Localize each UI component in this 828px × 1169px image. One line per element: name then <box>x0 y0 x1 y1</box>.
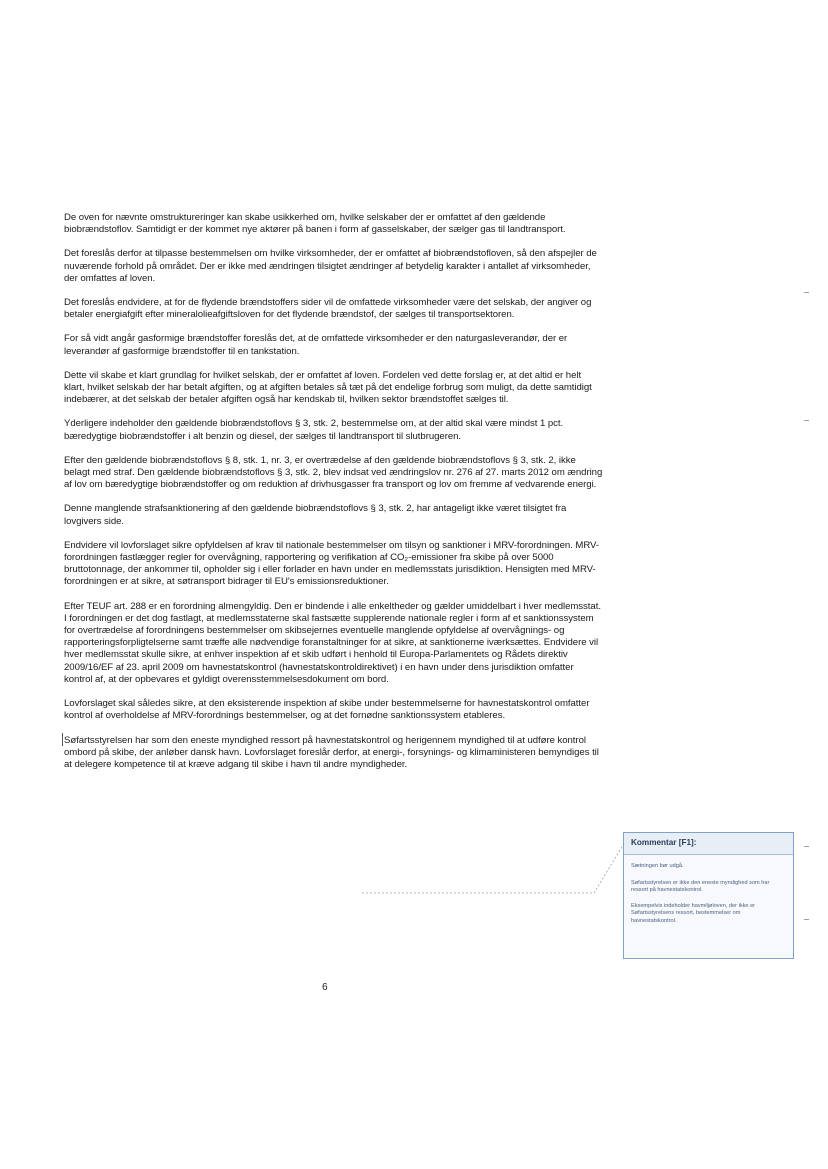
paragraph-9: Endvidere vil lovforslaget sikre opfyldelsen af krav til nationale bestemmelser om tilsyn og sanktioner i MRV-forordningen. MRV-forordningen fastlægger regler for overvågning, rapportering og verifikation af CO₂-emissioner fra skibe på over 5000 bruttotonnage, der ankommer til, opholder sig i eller forlader en havn under en medlemsstats jurisdiktion. Hensigten med MRV-forordningen er at sikre, at søtransport bidrager til EU's emissionsreduktioner. <box>64 539 600 588</box>
paragraph-10: Efter TEUF art. 288 er en forordning almengyldig. Den er bindende i alle enkeltheder og gælder umiddelbart i hver medlemsstat. I forordningen er det dog fastlagt, at medlemsstaterne skal fastsætte supplerende nationale regler i form af et sanktionssystem for overtrædelse af forordningens bestemmelser om skibsejernes eventuelle manglende opfyldelse af overvågnings- og rapporteringsforpligtelserne samt træffe alle nødvendige foranstaltninger for at sikre, at sanktionerne iværksættes. Endvidere vil hver medlemsstat skulle sikre, at enhver inspektion af et skib udført i henhold til Europa-Parlamentets og Rådets direktiv 2009/16/EF af 23. april 2009 om havnestatskontrol (havnestatskontroldirektivet) i en havn under dens jurisdiktion omfatter kontrol af, at der opbevares et gyldigt overensstemmelsesdokument om bord. <box>64 600 601 685</box>
comment-title: Kommentar [F1]: <box>624 833 793 855</box>
paragraph-3: Det foreslås endvidere, at for de flydende brændstoffers sider vil de omfattede virksomheder være det selskab, der angiver og betaler energiafgift efter mineralolieafgiftsloven for det flydende brændstof, der sælges til transportsektoren. <box>64 297 592 321</box>
comment-text-line: Sætningen bør udgå. <box>631 863 684 869</box>
document-body <box>64 212 604 783</box>
paragraph-6: Yderligere indeholder den gældende biobrændstoflovs § 3, stk. 2, bestemmelse om, at der altid skal være mindst 1 pct. bæredygtige biobrændstoffer i alt benzin og diesel, der sælges til landtransport til slutbrugeren. <box>64 418 564 442</box>
paragraph-4: For så vidt angår gasformige brændstoffer foreslås det, at de omfattede virksomheder er den naturgasleverandør, der er leverandør af gasformige brændstoffer til en tankstation. <box>64 333 568 357</box>
paragraph-2: Det foreslås derfor at tilpasse bestemmelsen om hvilke virksomheder, der er omfattet af biobrændstofloven, så den afspejler de nuværende forhold på området. Der er ikke med ændringen tilsigtet ændringer af betydelig karakter i antallet af virksomheder, der omfattes af loven. <box>64 248 597 284</box>
margin-mark <box>804 846 809 847</box>
margin-mark <box>804 919 809 920</box>
page-number: 6 <box>322 982 328 993</box>
margin-mark <box>804 292 809 293</box>
comment-text-line: Eksempelvis indeholder havmiljøloven, der ikke er Søfartsstyrelsens ressort, bestemmelser om havnestatskontrol. <box>631 902 756 924</box>
margin-mark <box>804 420 809 421</box>
comment-text-line: Søfartsstyrelsen er ikke den eneste myndighed som har ressort på havnestatskontrol. <box>631 879 770 894</box>
comment-balloon[interactable] <box>623 832 794 959</box>
paragraph-1: De oven for nævnte omstruktureringer kan skabe usikkerhed om, hvilke selskaber der er omfattet af den gældende biobrændstoflov. Samtidigt er der kommet nye aktører på banen i form af gasselskaber, der sælger gas til landtransport. <box>64 212 566 236</box>
paragraph-11: Lovforslaget skal således sikre, at den eksisterende inspektion af skibe under bestemmelserne for havnestatskontrol omfatter kontrol af overholdelse af MRV-forordnings bestemmelser, og at det fornødne sanktionssystem etableres. <box>64 698 590 722</box>
comment-anchor-highlight <box>62 733 281 746</box>
paragraph-12: Søfartsstyrelsen har som den eneste myndighed ressort på havnestatskontrol og herigennem myndighed til at udføre kontrol ombord på skibe, der anløber dansk havn. Lovforslaget foreslår derfor, at energi-, forsynings- og klimaministeren bemyndiges til at delegere kompetence til at kræve adgang til skibe i havn til andre myndigheder. <box>64 734 599 770</box>
commented-paragraph[interactable] <box>64 735 604 772</box>
paragraph-8: Denne manglende strafsanktionering af den gældende biobrændstoflovs § 3, stk. 2, har antageligt ikke været tilsigtet fra lovgivers side. <box>64 503 567 527</box>
paragraph-5: Dette vil skabe et klart grundlag for hvilket selskab, der er omfattet af loven. Fordelen ved dette forslag er, at det altid er helt klart, hvilket selskab der har betalt afgiften, og at afgiften betales så tæt på det endelige forbrug som muligt, da dette samtidigt indebærer, at det selskab der betaler afgiften også har kendskab til, hvilken sektor brændstoffet sælges til. <box>64 369 592 406</box>
paragraph-7: Efter den gældende biobrændstoflovs § 8, stk. 1, nr. 3, er overtrædelse af den gældende biobrændstoflovs § 3, stk. 2, ikke belagt med straf. Den gældende biobrændstoflovs § 3, stk. 2, blev indsat ved ændringslov nr. 276 af 27. marts 2012 om ændring af lov om bæredygtige biobrændstoffer og om reduktion af drivhusgasser fra transport og lov om fremme af vedvarende energi. <box>64 454 603 491</box>
